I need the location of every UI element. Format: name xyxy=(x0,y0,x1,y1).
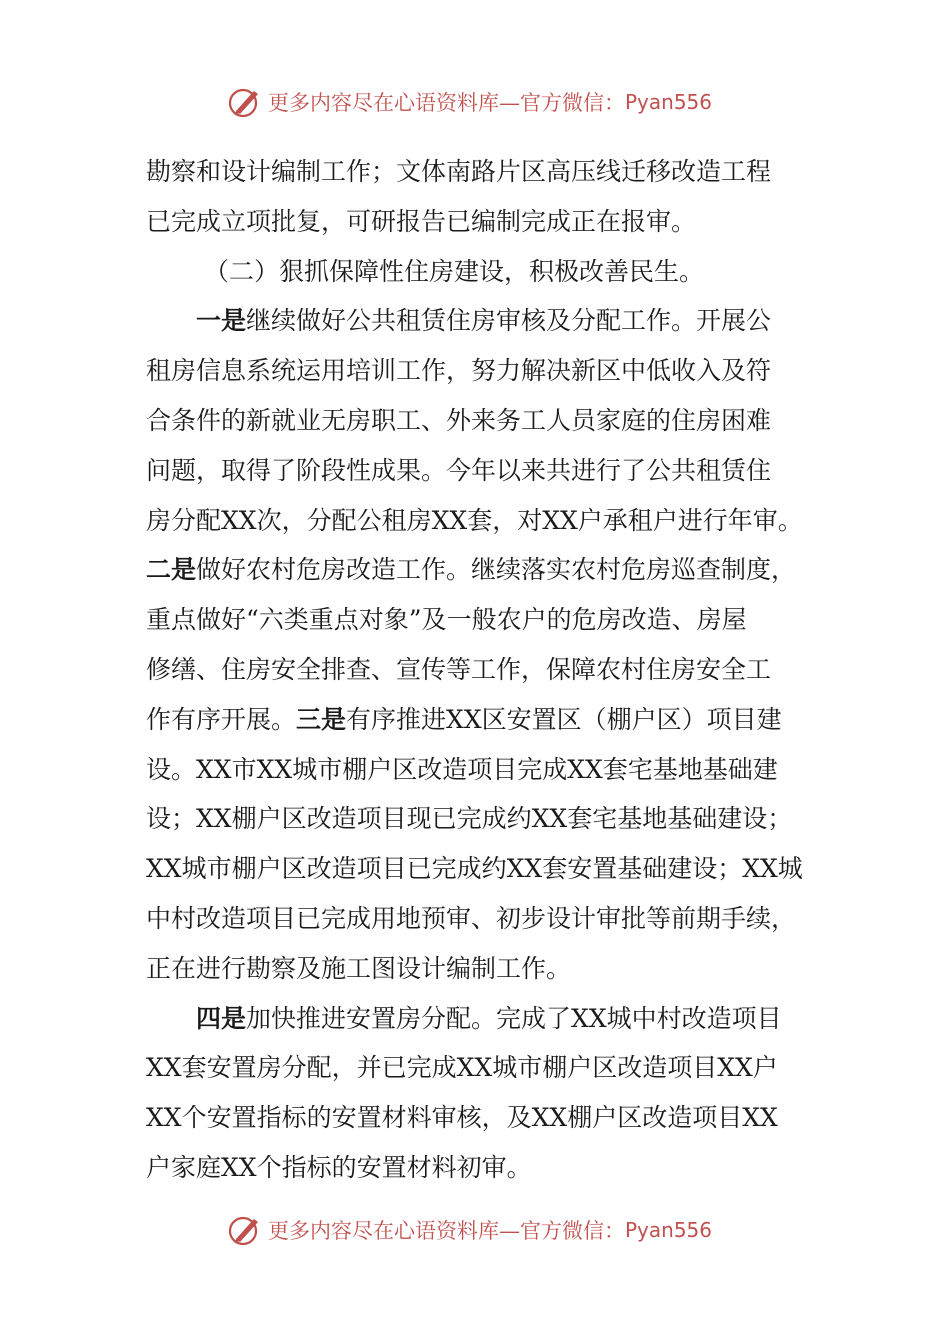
watermark-footer xyxy=(228,1212,748,1248)
paragraph-line: 重点做好“六类重点对象”及一般农户的危房改造、房屋 xyxy=(146,605,747,635)
paragraph-line: 合条件的新就业无房职工、外来务工人员家庭的住房困难 xyxy=(146,405,772,435)
lead-term: 三是 xyxy=(296,704,347,734)
watermark-wechat-id: Pyan556 xyxy=(625,1218,713,1242)
paragraph-line: XX城市棚户区改造项目已完成约XX套安置基础建设；XX城 xyxy=(146,854,803,884)
watermark-wechat-id: Pyan556 xyxy=(625,90,713,114)
paragraph-line: 设；XX棚户区改造项目现已完成约XX套宅基地基础建设； xyxy=(146,804,793,834)
paragraph-line: 户家庭XX个指标的安置材料初审。 xyxy=(146,1152,532,1182)
pen-logo-icon xyxy=(228,1213,264,1247)
paragraph-line: 二是做好农村危房改造工作。继续落实农村危房巡查制度， xyxy=(146,555,797,585)
paragraph-line: XX套安置房分配，并已完成XX城市棚户区改造项目XX户 xyxy=(146,1053,778,1083)
paragraph-line: 作有序开展。三是有序推进XX区安置区（棚户区）项目建 xyxy=(146,704,782,734)
paragraph-line: 中村改造项目已完成用地预审、初步设计审批等前期手续， xyxy=(146,903,797,933)
paragraph-line: 问题，取得了阶段性成果。今年以来共进行了公共租赁住 xyxy=(146,455,772,485)
watermark-text: 更多内容尽在心语资料库—官方微信： xyxy=(268,1219,625,1243)
text-line: 已完成立项批复，可研报告已编制完成正在报审。 xyxy=(146,206,697,236)
paragraph-line: 正在进行勘察及施工图设计编制工作。 xyxy=(146,953,572,983)
paragraph-line: 房分配XX次，分配公租房XX套，对XX户承租户进行年审。 xyxy=(146,505,803,535)
lead-term: 四是 xyxy=(196,1003,247,1033)
paragraph-line: 设。XX市XX城市棚户区改造项目完成XX套宅基地基础建 xyxy=(146,754,778,784)
document-body xyxy=(146,147,811,1193)
paragraph-line: 四是加快推进安置房分配。完成了XX城中村改造项目 xyxy=(196,1003,782,1033)
paragraph-line: 修缮、住房安全排查、宣传等工作，保障农村住房安全工 xyxy=(146,654,772,684)
lead-term: 一是 xyxy=(196,306,247,336)
paragraph-line: XX个安置指标的安置材料审核，及XX棚户区改造项目XX xyxy=(146,1103,778,1133)
section-heading: （二）狠抓保障性住房建设，积极改善民生。 xyxy=(204,256,705,286)
paragraph-line: 一是继续做好公共租赁住房审核及分配工作。开展公 xyxy=(196,306,772,336)
text-line: 勘察和设计编制工作；文体南路片区高压线迁移改造工程 xyxy=(146,157,772,186)
watermark-text: 更多内容尽在心语资料库—官方微信： xyxy=(268,91,625,115)
pen-logo-icon xyxy=(228,85,264,119)
watermark-header xyxy=(228,84,748,120)
lead-term: 二是 xyxy=(146,555,197,585)
paragraph-line: 租房信息系统运用培训工作，努力解决新区中低收入及符 xyxy=(146,356,772,386)
